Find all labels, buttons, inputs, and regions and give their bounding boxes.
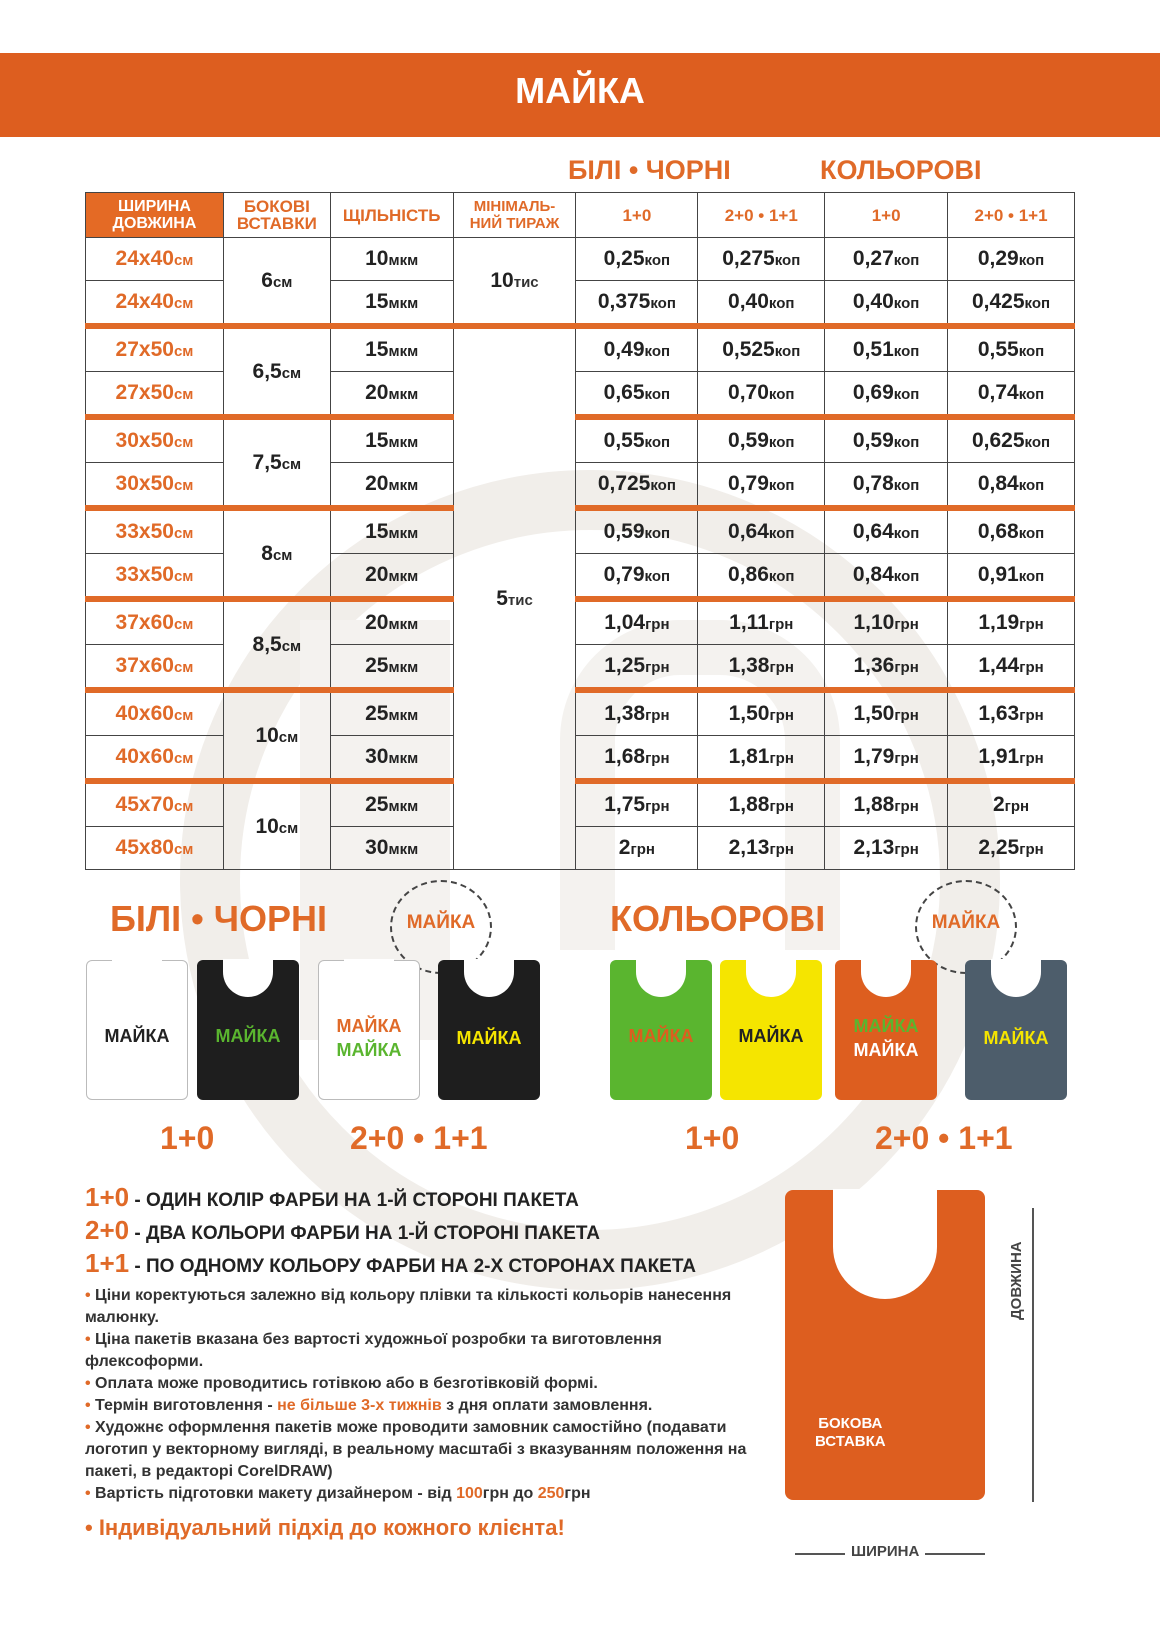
price-cell: 1,68грн xyxy=(576,736,698,782)
price-cell: 2грн xyxy=(576,827,698,870)
note-item: • Художнє оформлення пакетів може проводити замовник самостійно (подавати логотип у векторному вигляді, в реальному масштабі з вказуванням положення на пакеті, в редакторі CorelDRAW) xyxy=(85,1419,747,1480)
density-cell: 20мкм xyxy=(330,463,453,509)
price-cell: 1,38грн xyxy=(698,645,825,691)
price-cell: 0,79коп xyxy=(698,463,825,509)
price-cell: 0,525коп xyxy=(698,326,825,372)
zoom-circle-colored: МАЙКА xyxy=(915,880,1017,974)
min-run-cell: 5тис xyxy=(453,326,576,870)
size-cell: 33x50см xyxy=(86,554,224,600)
price-cell: 1,63грн xyxy=(948,690,1075,736)
price-cell: 1,04грн xyxy=(576,599,698,645)
price-cell: 0,375коп xyxy=(576,281,698,327)
density-cell: 10мкм xyxy=(330,238,453,281)
price-cell: 1,10грн xyxy=(825,599,948,645)
table-row xyxy=(86,781,1075,827)
density-cell: 20мкм xyxy=(330,554,453,600)
side-insert-cell: 6см xyxy=(223,238,330,327)
density-cell: 30мкм xyxy=(330,827,453,870)
note-item: • Оплата може проводитись готівкою або в безготівковій формі. xyxy=(85,1375,598,1392)
density-cell: 25мкм xyxy=(330,781,453,827)
notes-list xyxy=(85,1285,775,1505)
price-cell: 0,59коп xyxy=(698,417,825,463)
price-cell: 0,84коп xyxy=(825,554,948,600)
price-cell: 0,65коп xyxy=(576,372,698,418)
price-cell: 0,49коп xyxy=(576,326,698,372)
bag-white-2-0: МАЙКА МАЙКА xyxy=(318,960,420,1100)
header-col-1-0: 1+0 xyxy=(825,193,948,238)
price-cell: 1,50грн xyxy=(825,690,948,736)
side-insert-cell: 8,5см xyxy=(223,599,330,690)
size-cell: 33x50см xyxy=(86,508,224,554)
length-dimension-line xyxy=(1032,1208,1034,1502)
bag-orange-2-0: МАЙКА МАЙКА xyxy=(835,960,937,1100)
price-cell: 1,91грн xyxy=(948,736,1075,782)
price-cell: 1,88грн xyxy=(825,781,948,827)
price-cell: 0,91коп xyxy=(948,554,1075,600)
price-cell: 2,13грн xyxy=(698,827,825,870)
size-cell: 45x70см xyxy=(86,781,224,827)
price-cell: 0,64коп xyxy=(698,508,825,554)
price-cell: 2,13грн xyxy=(825,827,948,870)
side-insert-cell: 7,5см xyxy=(223,417,330,508)
price-cell: 0,40коп xyxy=(825,281,948,327)
price-cell: 1,44грн xyxy=(948,645,1075,691)
table-row xyxy=(86,238,1075,281)
header-wb-1-0: 1+0 xyxy=(576,193,698,238)
price-cell: 0,725коп xyxy=(576,463,698,509)
length-label: ДОВЖИНА xyxy=(1008,1241,1025,1320)
slogan: • Індивідуальний підхід до кожного клієнта! xyxy=(85,1515,565,1540)
side-insert-label: БОКОВА ВСТАВКА xyxy=(815,1415,886,1450)
side-insert-cell: 6,5см xyxy=(223,326,330,417)
bag-green-1-0: МАЙКА xyxy=(610,960,712,1100)
bag-yellow-1-0: МАЙКА xyxy=(720,960,822,1100)
header-side-insert: БОКОВІ ВСТАВКИ xyxy=(223,193,330,238)
size-cell: 30x50см xyxy=(86,463,224,509)
legend-item: 2+0 - ДВА КОЛЬОРИ ФАРБИ НА 1-Й СТОРОНІ ПАКЕТА xyxy=(85,1215,601,1245)
price-cell: 0,68коп xyxy=(948,508,1075,554)
price-cell: 1,38грн xyxy=(576,690,698,736)
price-cell: 0,29коп xyxy=(948,238,1075,281)
price-cell: 1,81грн xyxy=(698,736,825,782)
price-cell: 0,69коп xyxy=(825,372,948,418)
caption-col-2-0: 2+0 • 1+1 xyxy=(875,1120,1013,1156)
page-title: МАЙКА xyxy=(515,70,645,111)
density-cell: 25мкм xyxy=(330,645,453,691)
header-wb-2-0: 2+0 • 1+1 xyxy=(698,193,825,238)
price-cell: 1,75грн xyxy=(576,781,698,827)
density-cell: 20мкм xyxy=(330,599,453,645)
price-cell: 0,55коп xyxy=(948,326,1075,372)
side-insert-cell: 10см xyxy=(223,781,330,870)
group-header-white-black: БІЛІ • ЧОРНІ xyxy=(568,155,731,185)
price-cell: 1,19грн xyxy=(948,599,1075,645)
size-cell: 24x40см xyxy=(86,238,224,281)
header-col-2-0: 2+0 • 1+1 xyxy=(948,193,1075,238)
price-cell: 0,84коп xyxy=(948,463,1075,509)
price-cell: 1,25грн xyxy=(576,645,698,691)
price-cell: 0,74коп xyxy=(948,372,1075,418)
price-cell: 0,275коп xyxy=(698,238,825,281)
table-row xyxy=(86,326,1075,372)
price-cell: 0,25коп xyxy=(576,238,698,281)
size-cell: 27x50см xyxy=(86,372,224,418)
price-table xyxy=(85,192,1075,870)
price-cell: 0,625коп xyxy=(948,417,1075,463)
bag-diagram xyxy=(785,1190,985,1500)
density-cell: 20мкм xyxy=(330,372,453,418)
price-cell: 0,86коп xyxy=(698,554,825,600)
density-cell: 25мкм xyxy=(330,690,453,736)
price-cell: 0,59коп xyxy=(576,508,698,554)
side-insert-cell: 10см xyxy=(223,690,330,781)
price-cell: 2грн xyxy=(948,781,1075,827)
price-cell: 0,55коп xyxy=(576,417,698,463)
caption-wb-1-0: 1+0 xyxy=(160,1120,215,1156)
caption-wb-2-0: 2+0 • 1+1 xyxy=(350,1120,488,1156)
price-cell: 1,11грн xyxy=(698,599,825,645)
price-cell: 0,40коп xyxy=(698,281,825,327)
price-cell: 1,88грн xyxy=(698,781,825,827)
table-header-row xyxy=(86,193,1075,238)
table-row xyxy=(86,599,1075,645)
price-cell: 0,64коп xyxy=(825,508,948,554)
price-cell: 0,51коп xyxy=(825,326,948,372)
density-cell: 15мкм xyxy=(330,326,453,372)
min-run-cell: 10тис xyxy=(453,238,576,327)
header-density: ЩІЛЬНІСТЬ xyxy=(330,193,453,238)
density-cell: 30мкм xyxy=(330,736,453,782)
density-cell: 15мкм xyxy=(330,417,453,463)
table-row xyxy=(86,690,1075,736)
table-body xyxy=(86,238,1075,870)
note-item: • Вартість підготовки макету дизайнером - від 100грн до 250грн xyxy=(85,1485,591,1502)
price-cell: 0,27коп xyxy=(825,238,948,281)
showcase-title-colored: КОЛЬОРОВІ xyxy=(610,898,826,939)
size-cell: 37x60см xyxy=(86,645,224,691)
bag-white-1-0: МАЙКА xyxy=(86,960,188,1100)
showcase-title-white-black: БІЛІ • ЧОРНІ xyxy=(110,898,328,939)
price-cell: 0,425коп xyxy=(948,281,1075,327)
price-cell: 2,25грн xyxy=(948,827,1075,870)
header-min-run: МІНІМАЛЬ- НИЙ ТИРАЖ xyxy=(453,193,576,238)
size-cell: 40x60см xyxy=(86,690,224,736)
price-cell: 1,79грн xyxy=(825,736,948,782)
group-header-colored: КОЛЬОРОВІ xyxy=(820,155,982,185)
price-cell: 1,50грн xyxy=(698,690,825,736)
price-cell: 0,59коп xyxy=(825,417,948,463)
zoom-circle-white-black: МАЙКА xyxy=(390,880,492,974)
density-cell: 15мкм xyxy=(330,281,453,327)
size-cell: 24x40см xyxy=(86,281,224,327)
table-row xyxy=(86,508,1075,554)
price-cell: 0,79коп xyxy=(576,554,698,600)
price-cell: 0,78коп xyxy=(825,463,948,509)
size-cell: 40x60см xyxy=(86,736,224,782)
legend-item: 1+0 - ОДИН КОЛІР ФАРБИ НА 1-Й СТОРОНІ ПАКЕТА xyxy=(85,1182,579,1212)
size-cell: 27x50см xyxy=(86,326,224,372)
size-cell: 37x60см xyxy=(86,599,224,645)
price-cell: 0,70коп xyxy=(698,372,825,418)
note-item: • Ціна пакетів вказана без вартості художньої розробки та виготовлення флексоформи. xyxy=(85,1331,662,1370)
width-label: ШИРИНА xyxy=(845,1543,925,1560)
bag-black-2-0: МАЙКА xyxy=(438,960,540,1100)
bag-slate-2-0: МАЙКА xyxy=(965,960,1067,1100)
note-item: • Термін виготовлення - не більше 3-х тижнів з дня оплати замовлення. xyxy=(85,1397,653,1414)
price-cell: 1,36грн xyxy=(825,645,948,691)
legend-item: 1+1 - ПО ОДНОМУ КОЛЬОРУ ФАРБИ НА 2-Х СТОРОНАХ ПАКЕТА xyxy=(85,1248,696,1278)
caption-col-1-0: 1+0 xyxy=(685,1120,740,1156)
bag-black-1-0: МАЙКА xyxy=(197,960,299,1100)
size-cell: 30x50см xyxy=(86,417,224,463)
side-insert-cell: 8см xyxy=(223,508,330,599)
header-size: ШИРИНА ДОВЖИНА xyxy=(86,193,224,238)
density-cell: 15мкм xyxy=(330,508,453,554)
table-row xyxy=(86,417,1075,463)
size-cell: 45x80см xyxy=(86,827,224,870)
note-item: • Ціни коректуються залежно від кольору плівки та кількості кольорів нанесення малюнку. xyxy=(85,1287,732,1326)
